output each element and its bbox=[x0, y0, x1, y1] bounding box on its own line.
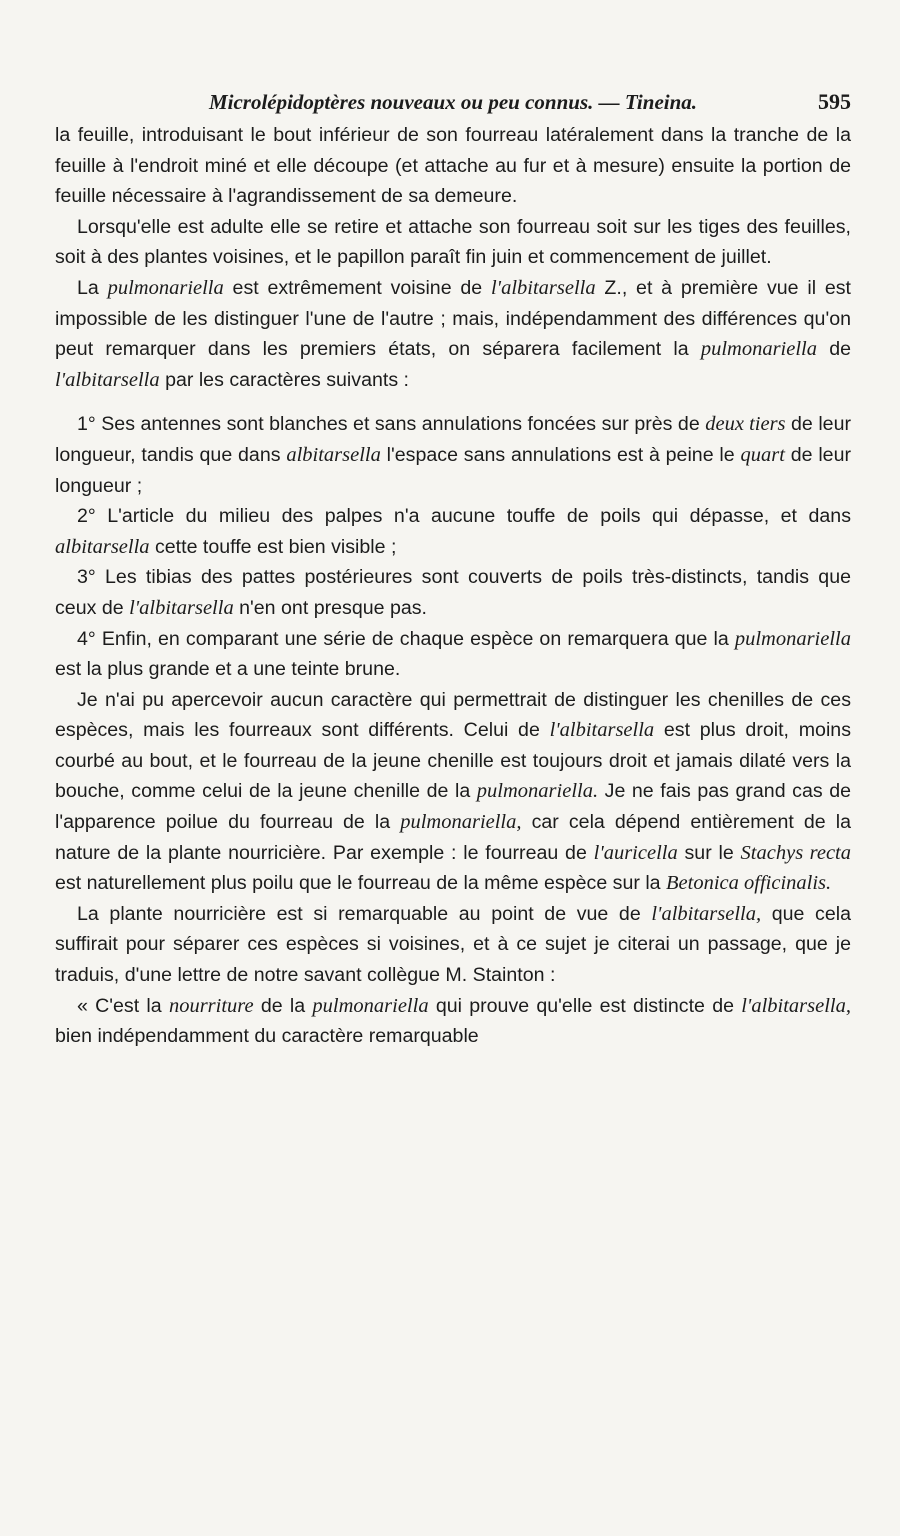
paragraph bbox=[55, 409, 851, 501]
italic-text: l'albitarsella, bbox=[741, 994, 851, 1017]
text-run: Je ne fais pas grand cas de l'apparence poilue du fourreau de la bbox=[55, 780, 851, 834]
italic-text: pulmonariella bbox=[700, 338, 817, 361]
italic-text: Stachys recta bbox=[740, 841, 851, 864]
text-run: 3° Les tibias des pattes postérieures sont couverts de poils très-distincts, tandis que ceux de bbox=[55, 566, 851, 619]
italic-text: l'albitarsella bbox=[55, 368, 160, 391]
text-run: la feuille, introduisant le bout inférieur de son fourreau latéralement dans la tranche de la feuille à l'endroit miné et elle découpe (et attache au fur et à mesure) ensuite la portion de feuille nécessaire à l'agrandissement de sa demeure. bbox=[55, 124, 851, 208]
text-run: de leur longueur ; bbox=[55, 443, 851, 497]
text-run: de leur longueur, tandis que dans bbox=[55, 413, 851, 466]
italic-text: pulmonariella bbox=[107, 276, 224, 299]
text-run: « C'est la bbox=[77, 994, 169, 1017]
paragraph bbox=[55, 991, 851, 1052]
italic-text: l'auricella bbox=[593, 841, 678, 864]
body-text bbox=[55, 120, 851, 1052]
italic-text: Betonica officinalis. bbox=[666, 872, 832, 895]
italic-text: deux tiers bbox=[705, 413, 786, 436]
text-run: qui prouve qu'elle est distincte de bbox=[428, 994, 742, 1017]
italic-text: albitarsella bbox=[55, 535, 150, 558]
italic-text: pulmonariella, bbox=[400, 811, 522, 834]
text-run: Z., et à première vue il est impossible de les distinguer l'une de l'autre ; mais, indépendamment des différences qu'on peut remarquer dans les premiers états, on séparera facilement la bbox=[55, 276, 851, 361]
text-run: que cela suffirait pour séparer ces espèces si voisines, et à ce sujet je citerai un passage, que je traduis, d'une lettre de notre savant collègue M. Stainton : bbox=[55, 902, 851, 987]
text-run: 1° Ses antennes sont blanches et sans annulations foncées sur près de bbox=[77, 413, 706, 436]
italic-text: l'albitarsella bbox=[490, 276, 596, 299]
italic-text: quart bbox=[740, 443, 785, 466]
page-number: 595 bbox=[818, 89, 851, 114]
book-page bbox=[55, 84, 851, 1052]
italic-text: l'albitarsella, bbox=[651, 902, 762, 925]
text-run: 4° Enfin, en comparant une série de chaque espèce on remarquera que la bbox=[77, 627, 735, 650]
text-run: sur le bbox=[677, 841, 741, 864]
text-run: car cela dépend entièrement de la nature de la plante nourricière. Par exemple : le fourreau de bbox=[55, 811, 851, 864]
italic-text: l'albitarsella bbox=[129, 596, 234, 619]
paragraph bbox=[55, 212, 851, 273]
paragraph bbox=[55, 120, 851, 212]
paragraph bbox=[55, 685, 851, 899]
italic-text: nourriture bbox=[168, 994, 254, 1017]
text-run: La bbox=[77, 276, 108, 299]
text-run: Je n'ai pu apercevoir aucun caractère qui permettrait de distinguer les chenilles de ces espèces, mais les fourreaux sont différents. Celui de bbox=[55, 688, 851, 742]
paragraph bbox=[55, 501, 851, 562]
italic-text: l'albitarsella bbox=[549, 719, 655, 742]
text-run: de la bbox=[253, 994, 313, 1017]
running-title: Microlépidoptères nouveaux ou peu connus. — Tineina. bbox=[208, 90, 698, 114]
text-run: bien indépendamment du caractère remarquable bbox=[55, 1025, 479, 1048]
text-run: est naturellement plus poilu que le fourreau de la même espèce sur la bbox=[55, 872, 667, 895]
text-run: par les caractères suivants : bbox=[159, 368, 410, 391]
text-run: est plus droit, moins courbé au bout, et le fourreau de la jeune chenille est toujours droit et jamais dilaté vers la bouche, comme celui de la jeune chenille de la bbox=[55, 719, 851, 803]
text-run: de bbox=[817, 338, 851, 361]
text-run: n'en ont presque pas. bbox=[233, 596, 427, 619]
italic-text: pulmonariella bbox=[734, 627, 851, 650]
italic-text: pulmonariella. bbox=[476, 780, 599, 803]
paragraph bbox=[55, 624, 851, 685]
text-run: l'espace sans annulations est à peine le bbox=[380, 443, 741, 466]
text-run: est la plus grande et a une teinte brune. bbox=[55, 658, 401, 681]
running-head bbox=[55, 84, 851, 120]
text-run: est extrêmement voisine de bbox=[223, 276, 491, 299]
paragraph bbox=[55, 562, 851, 623]
italic-text: albitarsella bbox=[286, 443, 381, 466]
paragraph bbox=[55, 273, 851, 395]
italic-text: pulmonariella bbox=[312, 994, 429, 1017]
paragraph bbox=[55, 899, 851, 991]
text-run: Lorsqu'elle est adulte elle se retire et attache son fourreau soit sur les tiges des feuilles, soit à des plantes voisines, et le papillon paraît fin juin et commencement de juillet. bbox=[55, 215, 851, 269]
text-run: 2° L'article du milieu des palpes n'a aucune touffe de poils qui dépasse, et dans bbox=[77, 505, 851, 528]
text-run: cette touffe est bien visible ; bbox=[149, 535, 397, 558]
text-run: La plante nourricière est si remarquable au point de vue de bbox=[77, 902, 652, 925]
